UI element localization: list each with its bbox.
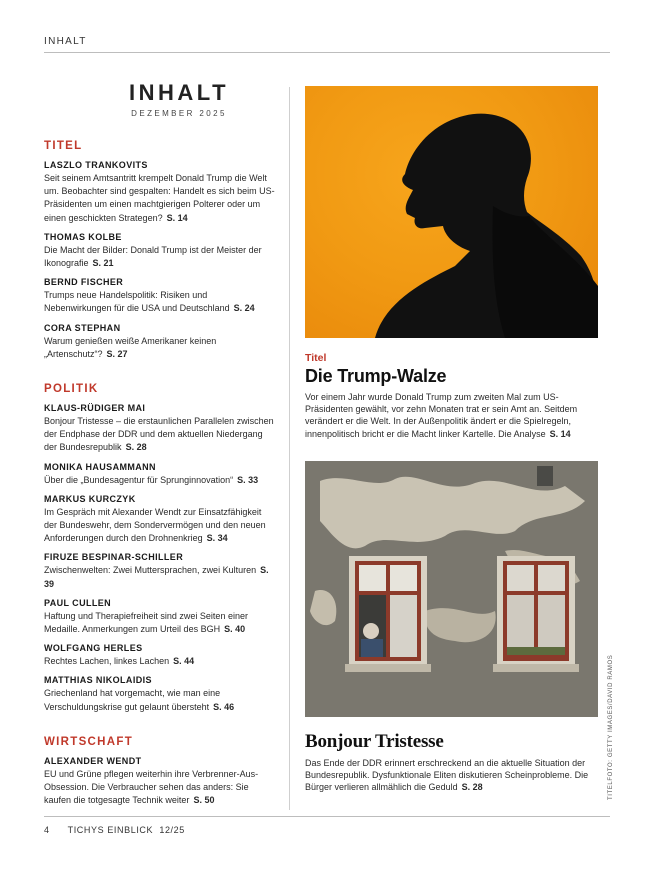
- toc-entry[interactable]: [44, 642, 276, 668]
- entry-page-ref[interactable]: S. 21: [92, 258, 114, 269]
- toc-entry[interactable]: [44, 402, 276, 455]
- entry-text: Über die „Bundesagentur für Sprunginnovation“: [44, 474, 234, 485]
- entry-text: Im Gespräch mit Alexander Wendt zur Einsatzfähigkeit der Bundeswehr, dem Sondervermögen und den neuen Anforderungen durch den Drohnenkrieg: [44, 506, 266, 544]
- entry-page-ref[interactable]: S. 24: [233, 303, 255, 314]
- entry-author: WOLFGANG HERLES: [44, 643, 143, 654]
- entry-text: Griechenland hat vorgemacht, wie man eine Verschuldungskrise gut gelaunt übersteht: [44, 688, 221, 712]
- feature-column: [305, 86, 610, 793]
- page-title: INHALT: [128, 80, 230, 105]
- entry-text: Warum genießen weiße Amerikaner keinen „Artenschutz“?: [44, 335, 217, 359]
- toc-entry[interactable]: [44, 159, 276, 225]
- entry-author: THOMAS KOLBE: [44, 231, 122, 242]
- entry-text: Die Macht der Bilder: Donald Trump ist der Meister der Ikonografie: [44, 244, 262, 269]
- entry-teaser: [44, 415, 276, 455]
- entry-teaser: [44, 335, 276, 361]
- entry-teaser: [44, 564, 276, 590]
- toc-list: [44, 140, 276, 807]
- feature2-title[interactable]: Bonjour Tristesse: [305, 730, 444, 752]
- entry-page-ref[interactable]: S. 40: [224, 624, 246, 635]
- feature1-kicker: Titel: [305, 352, 327, 364]
- entry-text: Haftung und Therapiefreiheit sind zwei Seiten einer Medaille. Anmerkungen zum Urteil des BGH: [44, 610, 248, 635]
- entry-teaser: [44, 655, 276, 668]
- entry-author: BERND FISCHER: [44, 277, 124, 288]
- feature2-body: [305, 757, 601, 794]
- entry-author: CORA STEPHAN: [44, 322, 121, 333]
- entry-page-ref[interactable]: S. 39: [44, 565, 269, 589]
- toc-entry[interactable]: [44, 322, 276, 361]
- issue-number: 12/25: [159, 825, 185, 835]
- entry-page-ref[interactable]: S. 14: [166, 212, 188, 223]
- entry-author: MONIKA HAUSAMMANN: [44, 461, 156, 472]
- section-heading: TITEL: [44, 140, 83, 152]
- entry-page-ref[interactable]: S. 34: [206, 533, 228, 544]
- entry-text: Trumps neue Handelspolitik: Risiken und Nebenwirkungen für die USA und Deutschland: [44, 290, 230, 314]
- facade-graphic: [305, 461, 598, 717]
- ddr-window-photo[interactable]: [305, 461, 598, 717]
- entry-page-ref[interactable]: S. 27: [106, 348, 128, 359]
- running-head: INHALT: [44, 36, 87, 47]
- entry-page-ref[interactable]: S. 50: [193, 795, 215, 806]
- entry-teaser: [44, 289, 276, 315]
- entry-teaser: [44, 610, 276, 636]
- toc-entry[interactable]: [44, 493, 276, 546]
- toc-column: [44, 80, 276, 813]
- entry-author: PAUL CULLEN: [44, 597, 112, 608]
- issue-date: DEZEMBER 2025: [131, 109, 227, 118]
- bottom-rule: [44, 816, 610, 817]
- toc-entry[interactable]: [44, 231, 276, 270]
- entry-author: ALEXANDER WENDT: [44, 755, 142, 766]
- entry-teaser: [44, 768, 276, 808]
- entry-text: Rechtes Lachen, linkes Lachen: [44, 656, 170, 667]
- footer: [44, 825, 185, 835]
- masthead: [44, 80, 276, 118]
- toc-entry[interactable]: [44, 755, 276, 808]
- section-heading: WIRTSCHAFT: [44, 735, 134, 748]
- entry-author: KLAUS-RÜDIGER MAI: [44, 403, 146, 414]
- toc-entry[interactable]: [44, 276, 276, 315]
- entry-page-ref[interactable]: S. 33: [237, 474, 259, 485]
- entry-author: LASZLO TRANKOVITS: [44, 160, 148, 170]
- feature1-title[interactable]: Die Trump-Walze: [305, 366, 447, 386]
- feature2-text: Das Ende der DDR erinnert erschreckend an die aktuelle Situation der Bundesrepublik. Dysfunktionale Eliten diskutieren Scheinprobleme. Die Bürger verlieren allmählich die Geduld: [305, 757, 589, 793]
- entry-text: Bonjour Tristesse – die erstaunlichen Parallelen zwischen der Endphase der DDR und dem aktuellen Niedergang der Bundesrepublik: [44, 416, 274, 453]
- top-rule: [44, 52, 610, 53]
- toc-entry[interactable]: [44, 461, 276, 487]
- entry-teaser: [44, 506, 276, 546]
- entry-teaser: [44, 172, 276, 225]
- feature2-page-ref[interactable]: S. 28: [461, 782, 483, 793]
- entry-page-ref[interactable]: S. 46: [213, 701, 235, 712]
- column-divider: [289, 87, 290, 810]
- entry-page-ref[interactable]: S. 28: [125, 442, 147, 453]
- entry-page-ref[interactable]: S. 44: [173, 656, 195, 667]
- toc-entry[interactable]: [44, 674, 276, 713]
- entry-text: Zwischenwelten: Zwei Muttersprachen, zwei Kulturen: [44, 565, 257, 576]
- feature1-page-ref[interactable]: S. 14: [549, 428, 571, 439]
- feature1-body: [305, 391, 601, 440]
- entry-teaser: [44, 687, 276, 713]
- entry-teaser: [44, 244, 276, 270]
- entry-teaser: [44, 474, 276, 487]
- photo-credit: TITELFOTO: GETTY IMAGES/DAVID RAMOS: [608, 654, 614, 800]
- entry-author: MATTHIAS NIKOLAIDIS: [44, 675, 152, 686]
- toc-entry[interactable]: [44, 551, 276, 590]
- feature1-text: Vor einem Jahr wurde Donald Trump zum zweiten Mal zum US-Präsidenten gewählt, vor zehn Monaten trat er sein Amt an. Seitdem verändert er die Welt. In der Außenpolitik ändert er die Spielregeln, innenpolitisch bricht er die Macht linker Kartelle. Die Analyse: [305, 392, 578, 439]
- entry-author: FIRUZE BESPINAR-SCHILLER: [44, 552, 184, 563]
- entry-text: EU und Grüne pflegen weiterhin ihre Verbrenner-Aus-Obsession. Die Verbraucher sehen das anders: Sie kaufen die totgesagte Technik weiter: [44, 768, 259, 806]
- silhouette-graphic: [305, 86, 598, 338]
- page-number: 4: [44, 825, 50, 835]
- trump-silhouette-photo[interactable]: [305, 86, 598, 338]
- section-heading: POLITIK: [44, 383, 99, 396]
- toc-entry[interactable]: [44, 597, 276, 636]
- magazine-name: TICHYS EINBLICK: [67, 825, 154, 835]
- entry-author: MARKUS KURCZYK: [44, 493, 136, 504]
- entry-text: Seit seinem Amtsantritt krempelt Donald Trump die Welt um. Beobachter sind gespalten: Handelt es sich beim US-Präsidenten um einen machtgierigen Polterer oder um einen geschickten Strategen?: [44, 173, 275, 223]
